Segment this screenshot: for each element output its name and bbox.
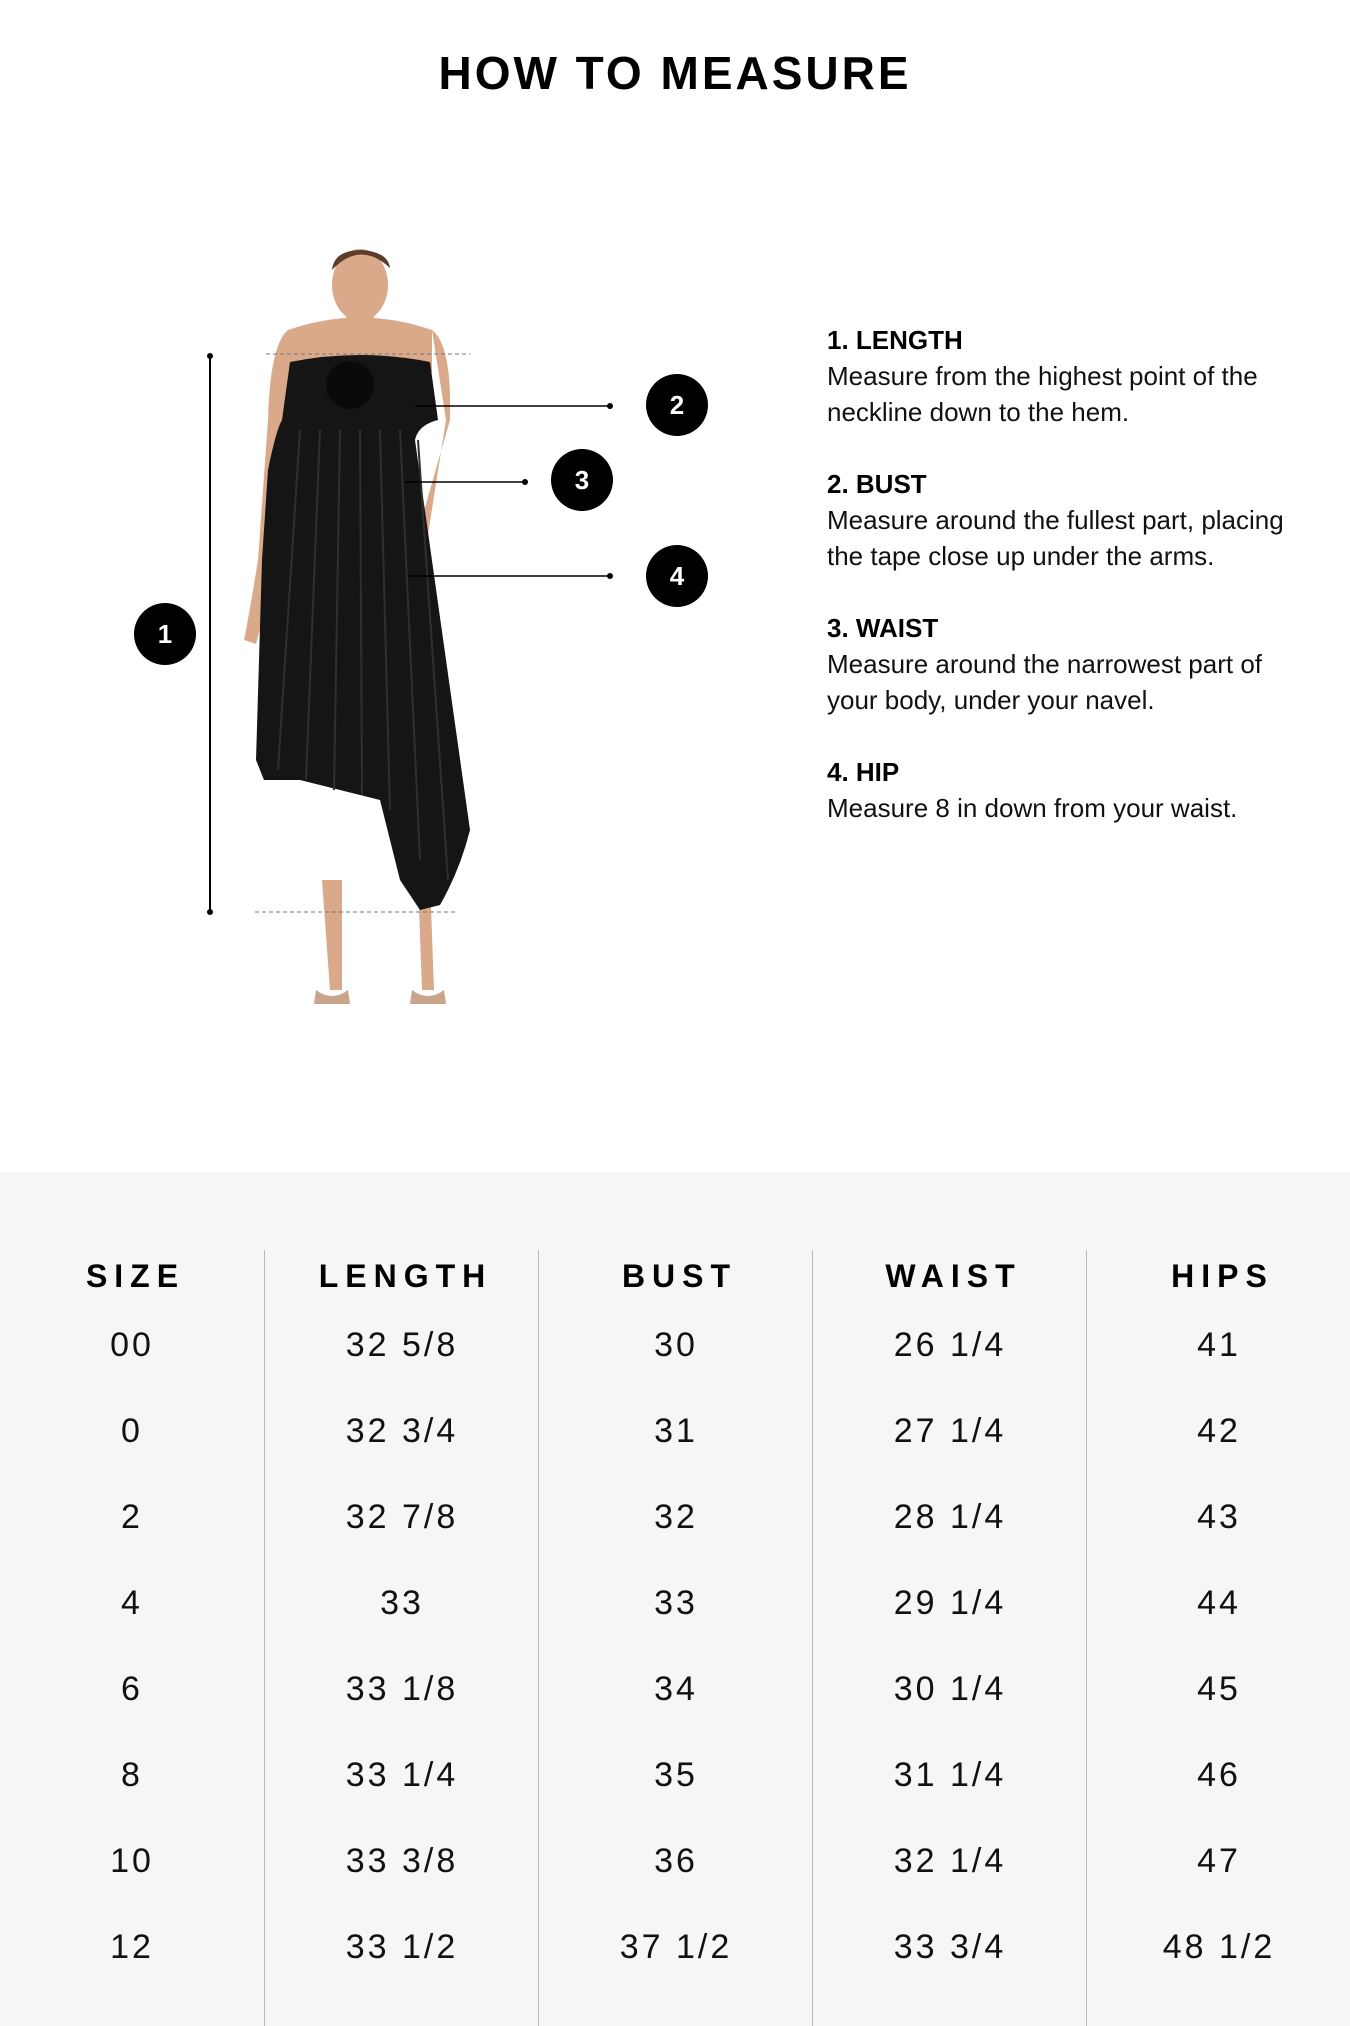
size-chart-table [0, 1172, 1350, 2026]
table-cell: 27 1/4 [893, 1412, 1007, 1450]
table-cell: 29 1/4 [893, 1584, 1007, 1622]
marker-1-badge: 1 [134, 603, 196, 665]
step-text: Measure from the highest point of the neckline down to the hem. [827, 361, 1258, 427]
step-text: Measure around the narrowest part of your body, under your navel. [827, 649, 1263, 715]
table-cell: 43 [1197, 1498, 1241, 1536]
table-cell: 32 3/4 [345, 1412, 459, 1450]
measure-instructions [827, 322, 1307, 862]
step-title: 4. HIP [827, 757, 900, 787]
table-cell: 45 [1197, 1670, 1241, 1708]
table-cell: 33 1/8 [345, 1670, 459, 1708]
step-length [827, 322, 1307, 430]
table-cell: 2 [121, 1498, 143, 1536]
table-cell: 33 [654, 1584, 698, 1622]
step-text: Measure 8 in down from your waist. [827, 793, 1238, 823]
table-cell: 33 [380, 1584, 424, 1622]
table-cell: 10 [110, 1842, 154, 1880]
table-cell: 00 [110, 1326, 154, 1364]
page-title: HOW TO MEASURE [438, 47, 912, 99]
dress-illustration [0, 0, 780, 1060]
step-hip [827, 754, 1307, 826]
left-leg-shape [322, 880, 342, 990]
table-cell: 47 [1197, 1842, 1241, 1880]
table-cell: 48 1/2 [1162, 1928, 1276, 1966]
dress-shape [256, 355, 470, 910]
column-header: LENGTH [318, 1258, 493, 1294]
step-title: 3. WAIST [827, 613, 939, 643]
table-cell: 32 [654, 1498, 698, 1536]
table-cell: 8 [121, 1756, 143, 1794]
step-text: Measure around the fullest part, placing the tape close up under the arms. [827, 505, 1284, 571]
table-cell: 30 [654, 1326, 698, 1364]
table-cell: 33 3/4 [893, 1928, 1007, 1966]
column-header: HIPS [1171, 1258, 1274, 1294]
rosette-shape [326, 361, 374, 409]
column-waist [812, 1250, 1087, 2026]
step-title: 1. LENGTH [827, 325, 963, 355]
table-cell: 31 [654, 1412, 698, 1450]
column-size [0, 1250, 264, 2026]
table-cell: 26 1/4 [893, 1326, 1007, 1364]
column-header: WAIST [885, 1258, 1022, 1294]
table-cell: 4 [121, 1584, 143, 1622]
table-cell: 36 [654, 1842, 698, 1880]
column-header: BUST [621, 1258, 738, 1294]
table-cell: 32 7/8 [345, 1498, 459, 1536]
table-cell: 30 1/4 [893, 1670, 1007, 1708]
marker-3-badge: 3 [551, 449, 613, 511]
table-cell: 0 [121, 1412, 143, 1450]
right-shoe-shape [410, 990, 446, 1004]
table-cell: 44 [1197, 1584, 1241, 1622]
table-cell: 35 [654, 1756, 698, 1794]
table-cell: 12 [110, 1928, 154, 1966]
table-cell: 6 [121, 1670, 143, 1708]
column-hips [1086, 1250, 1350, 2026]
table-cell: 32 1/4 [893, 1842, 1007, 1880]
column-length [264, 1250, 539, 2026]
table-cell: 34 [654, 1670, 698, 1708]
column-header: SIZE [85, 1258, 186, 1294]
table-cell: 37 1/2 [619, 1928, 733, 1966]
column-bust [538, 1250, 813, 2026]
table-cell: 33 3/8 [345, 1842, 459, 1880]
step-title: 2. BUST [827, 469, 927, 499]
table-cell: 28 1/4 [893, 1498, 1007, 1536]
step-waist [827, 610, 1307, 718]
table-cell: 31 1/4 [893, 1756, 1007, 1794]
table-cell: 41 [1197, 1326, 1241, 1364]
table-cell: 42 [1197, 1412, 1241, 1450]
table-cell: 33 1/4 [345, 1756, 459, 1794]
step-bust [827, 466, 1307, 574]
table-cell: 32 5/8 [345, 1326, 459, 1364]
left-shoe-shape [314, 990, 350, 1004]
marker-4-badge: 4 [646, 545, 708, 607]
table-cell: 46 [1197, 1756, 1241, 1794]
table-cell: 33 1/2 [345, 1928, 459, 1966]
marker-2-badge: 2 [646, 374, 708, 436]
measurement-diagram [0, 0, 780, 1060]
